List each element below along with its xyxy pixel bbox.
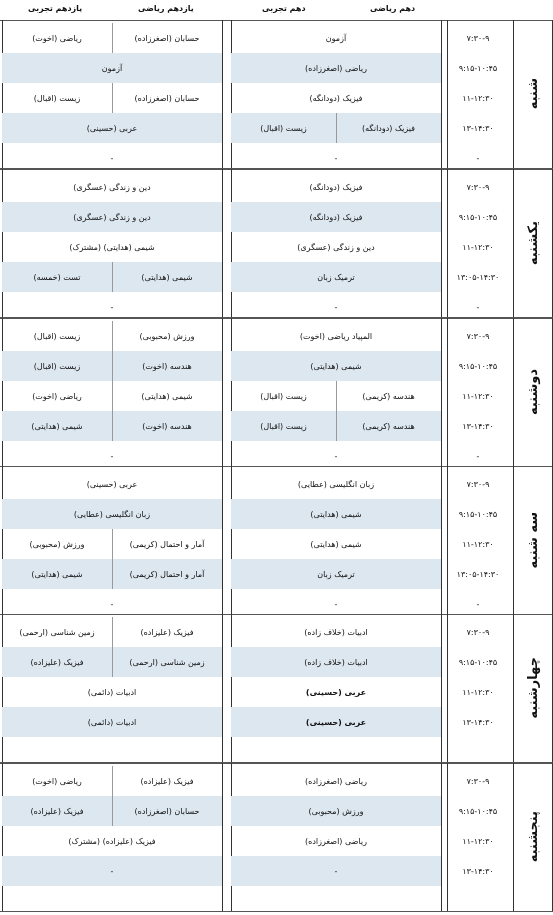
day-cell bbox=[513, 614, 553, 762]
day-cell bbox=[513, 466, 553, 614]
column-divider bbox=[441, 466, 442, 614]
time-cell: ۹:۱۵-۱۰:۴۵ bbox=[458, 63, 498, 73]
class-cell: فیزیک (علیزاده) bbox=[30, 806, 84, 816]
time-cell: ۱۳-۱۴:۳۰ bbox=[462, 421, 494, 431]
class-cell: تست (خمسه) bbox=[33, 272, 81, 282]
class-cell: ورزش (محبوبی) bbox=[139, 331, 195, 341]
day-cell bbox=[513, 20, 553, 168]
class-cell: زمین شناسی (ارحمی) bbox=[129, 657, 205, 667]
cell-divider bbox=[112, 83, 113, 113]
time-cell: ۱۱-۱۲:۳۰ bbox=[462, 93, 494, 103]
column-divider bbox=[222, 169, 223, 317]
cell-divider bbox=[112, 411, 113, 441]
divider-line bbox=[0, 763, 553, 764]
cell-divider bbox=[112, 617, 113, 647]
divider-line bbox=[0, 318, 553, 319]
class-cell: زیست (اقبال) bbox=[33, 331, 81, 341]
time-cell: ۷:۳۰-۹ bbox=[466, 479, 490, 489]
class-cell: شیمی (هدایتی) bbox=[310, 509, 362, 519]
class-cell: حسابان (اصغرزاده) bbox=[134, 93, 200, 103]
class-cell: آمار و احتمال (کریمی) bbox=[129, 539, 205, 549]
class-cell: - bbox=[110, 451, 114, 461]
cell-divider bbox=[336, 381, 337, 411]
class-cell: زمین شناسی (ارحمی) bbox=[19, 627, 95, 637]
day-cell bbox=[513, 169, 553, 317]
column-divider bbox=[441, 318, 442, 466]
cell-divider bbox=[112, 351, 113, 381]
divider-line bbox=[0, 466, 553, 467]
cell-divider bbox=[336, 411, 337, 441]
divider-line bbox=[0, 20, 553, 21]
class-cell: ادبیات (خلاف زاده) bbox=[304, 627, 368, 637]
cell-divider bbox=[112, 559, 113, 589]
day-label: پنجشنبه bbox=[525, 811, 541, 863]
class-cell: دین و زندگی (عسگری) bbox=[73, 182, 151, 192]
class-cell: ریاضی (اخوت) bbox=[32, 776, 82, 786]
class-cell: - bbox=[110, 302, 114, 312]
class-cell: - bbox=[334, 599, 338, 609]
time-cell: ۱۱-۱۲:۳۰ bbox=[462, 836, 494, 846]
column-divider bbox=[222, 318, 223, 466]
class-cell: ریاضی (اصغرزاده) bbox=[305, 776, 367, 786]
class-cell: دین و زندگی (عسگری) bbox=[297, 242, 375, 252]
column-divider bbox=[441, 614, 442, 762]
class-cell: هندسه (کریمی) bbox=[362, 421, 415, 431]
column-divider bbox=[222, 20, 223, 168]
time-cell: ۷:۳۰-۹ bbox=[466, 627, 490, 637]
class-cell: فیزیک (علیزاده) (مشترک) bbox=[68, 836, 156, 846]
class-cell: ادبیات (خلاف زاده) bbox=[304, 657, 368, 667]
class-cell: المپیاد ریاضی (اخوت) bbox=[299, 331, 373, 341]
class-cell: زیست (اقبال) bbox=[260, 123, 307, 133]
time-cell: ۹:۱۵-۱۰:۴۵ bbox=[458, 212, 498, 222]
class-cell: ادبیات (دائمی) bbox=[87, 717, 137, 727]
day-block bbox=[0, 169, 553, 317]
time-cell: ۷:۳۰-۹ bbox=[466, 33, 490, 43]
divider-line bbox=[0, 169, 553, 170]
class-cell: فیزیک (دودانگه) bbox=[362, 123, 415, 133]
class-cell: - bbox=[334, 302, 338, 312]
day-block bbox=[0, 763, 553, 911]
class-cell: ورزش (محبوبی) bbox=[308, 806, 364, 816]
class-cell: شیمی (هدایتی) bbox=[310, 361, 362, 371]
class-cell: زبان انگلیسی (عطایی) bbox=[73, 509, 151, 519]
time-cell bbox=[447, 738, 509, 766]
class-cell: هندسه (کریمی) bbox=[362, 391, 415, 401]
column-divider bbox=[441, 169, 442, 317]
column-divider bbox=[222, 614, 223, 762]
class-cell: عربی (حسینی) bbox=[86, 479, 138, 489]
class-cell: ریاضی (اصغرزاده) bbox=[305, 63, 367, 73]
class-cell: فیزیک (علیزاده) bbox=[30, 657, 84, 667]
class-cell: ادبیات (دائمی) bbox=[87, 687, 137, 697]
class-cell: حسابان (اصغرزاده) bbox=[134, 806, 200, 816]
time-cell: ۹:۱۵-۱۰:۴۵ bbox=[458, 657, 498, 667]
class-cell: شیمی (هدایتی) bbox=[141, 272, 193, 282]
time-cell: ۱۱-۱۲:۳۰ bbox=[462, 242, 494, 252]
day-label: سه شنبه bbox=[525, 511, 541, 569]
cell-divider bbox=[112, 381, 113, 411]
day-block bbox=[0, 466, 553, 614]
cell-divider bbox=[112, 766, 113, 796]
day-label: شنبه bbox=[525, 78, 541, 110]
time-cell: - bbox=[476, 599, 480, 609]
class-cell: شیمی (هدایتی) bbox=[31, 421, 83, 431]
day-label: یکشنبه bbox=[525, 220, 541, 266]
day-label: دوشنبه bbox=[525, 368, 541, 416]
class-cell: زبان انگلیسی (عطایی) bbox=[297, 479, 375, 489]
header-yazdahom-riazi: یازدهم ریاضی bbox=[138, 4, 194, 13]
time-cell: ۱۳:۰۵-۱۴:۳۰ bbox=[456, 569, 500, 579]
class-cell: عربی (حسینی) bbox=[305, 687, 367, 697]
time-cell: ۷:۳۰-۹ bbox=[466, 331, 490, 341]
time-cell: ۱۱-۱۲:۳۰ bbox=[462, 687, 494, 697]
time-cell: ۷:۳۰-۹ bbox=[466, 182, 490, 192]
class-cell: فیزیک (دودانگه) bbox=[309, 93, 363, 103]
class-cell: آمار و احتمال (کریمی) bbox=[129, 569, 205, 579]
class-cell: هندسه (اخوت) bbox=[142, 361, 192, 371]
class-cell: فیزیک (علیزاده) bbox=[140, 627, 194, 637]
column-divider bbox=[222, 763, 223, 911]
class-cell: - bbox=[334, 866, 338, 876]
class-cell: - bbox=[334, 153, 338, 163]
class-cell: ریاضی (اخوت) bbox=[32, 33, 82, 43]
class-cell: آزمون bbox=[325, 33, 347, 43]
cell-divider bbox=[112, 529, 113, 559]
time-cell: ۱۳-۱۴:۳۰ bbox=[462, 123, 494, 133]
class-cell: دین و زندگی (عسگری) bbox=[73, 212, 151, 222]
cell-divider bbox=[112, 23, 113, 53]
class-cell: حسابان (اصغرزاده) bbox=[134, 33, 200, 43]
time-cell: - bbox=[476, 153, 480, 163]
time-cell: ۱۱-۱۲:۳۰ bbox=[462, 391, 494, 401]
header-dahom-tajrobi: دهم تجربی bbox=[262, 4, 306, 13]
column-divider bbox=[222, 466, 223, 614]
time-cell: ۹:۱۵-۱۰:۴۵ bbox=[458, 509, 498, 519]
day-label: چهارشنبه bbox=[525, 657, 541, 719]
time-cell: ۹:۱۵-۱۰:۴۵ bbox=[458, 806, 498, 816]
class-cell: شیمی (هدایتی) (مشترک) bbox=[69, 242, 155, 252]
header-dahom-riazi: دهم ریاضی bbox=[370, 4, 416, 13]
class-cell: ریاضی (اصغرزاده) bbox=[305, 836, 367, 846]
time-cell: - bbox=[476, 302, 480, 312]
class-cell: - bbox=[110, 599, 114, 609]
time-cell: ۱۱-۱۲:۳۰ bbox=[462, 539, 494, 549]
class-cell: زیست (اقبال) bbox=[260, 421, 307, 431]
class-cell: فیزیک (دودانگه) bbox=[309, 212, 363, 222]
class-cell: - bbox=[110, 866, 114, 876]
day-block bbox=[0, 614, 553, 762]
class-cell: شیمی (هدایتی) bbox=[31, 569, 83, 579]
class-cell: - bbox=[334, 451, 338, 461]
class-cell: ترمیک زبان bbox=[317, 569, 355, 579]
column-divider bbox=[441, 20, 442, 168]
class-cell: زیست (اقبال) bbox=[260, 391, 307, 401]
cell-divider bbox=[112, 321, 113, 351]
day-block bbox=[0, 318, 553, 466]
class-cell: زیست (اقبال) bbox=[33, 93, 81, 103]
cell-divider bbox=[112, 262, 113, 292]
class-cell: ورزش (محبوبی) bbox=[29, 539, 85, 549]
column-divider bbox=[441, 763, 442, 911]
time-cell: - bbox=[476, 451, 480, 461]
day-cell bbox=[513, 318, 553, 466]
class-cell: عربی (حسینی) bbox=[86, 123, 138, 133]
class-cell: ترمیک زبان bbox=[317, 272, 355, 282]
class-cell: زیست (اقبال) bbox=[33, 361, 81, 371]
time-cell: ۱۳-۱۴:۳۰ bbox=[462, 717, 494, 727]
time-cell: ۱۳-۱۴:۳۰ bbox=[462, 866, 494, 876]
time-cell: ۷:۳۰-۹ bbox=[466, 776, 490, 786]
cell-divider bbox=[112, 647, 113, 677]
time-cell bbox=[447, 887, 509, 915]
cell-divider bbox=[336, 113, 337, 143]
time-cell: ۱۳:۰۵-۱۴:۳۰ bbox=[456, 272, 500, 282]
class-cell: فیزیک (دودانگه) bbox=[309, 182, 363, 192]
class-cell: فیزیک (علیزاده) bbox=[140, 776, 194, 786]
class-cell: - bbox=[110, 153, 114, 163]
divider-line bbox=[0, 614, 553, 615]
class-cell: عربی (حسینی) bbox=[305, 717, 367, 727]
class-cell: هندسه (اخوت) bbox=[142, 421, 192, 431]
header-yazdahom-tajrobi: یازدهم تجربی bbox=[28, 4, 83, 13]
cell-divider bbox=[112, 796, 113, 826]
class-cell: شیمی (هدایتی) bbox=[310, 539, 362, 549]
class-cell: ریاضی (اخوت) bbox=[32, 391, 82, 401]
time-cell: ۹:۱۵-۱۰:۴۵ bbox=[458, 361, 498, 371]
day-block bbox=[0, 20, 553, 168]
class-cell: آزمون bbox=[101, 63, 123, 73]
class-cell: شیمی (هدایتی) bbox=[141, 391, 193, 401]
day-cell bbox=[513, 763, 553, 911]
